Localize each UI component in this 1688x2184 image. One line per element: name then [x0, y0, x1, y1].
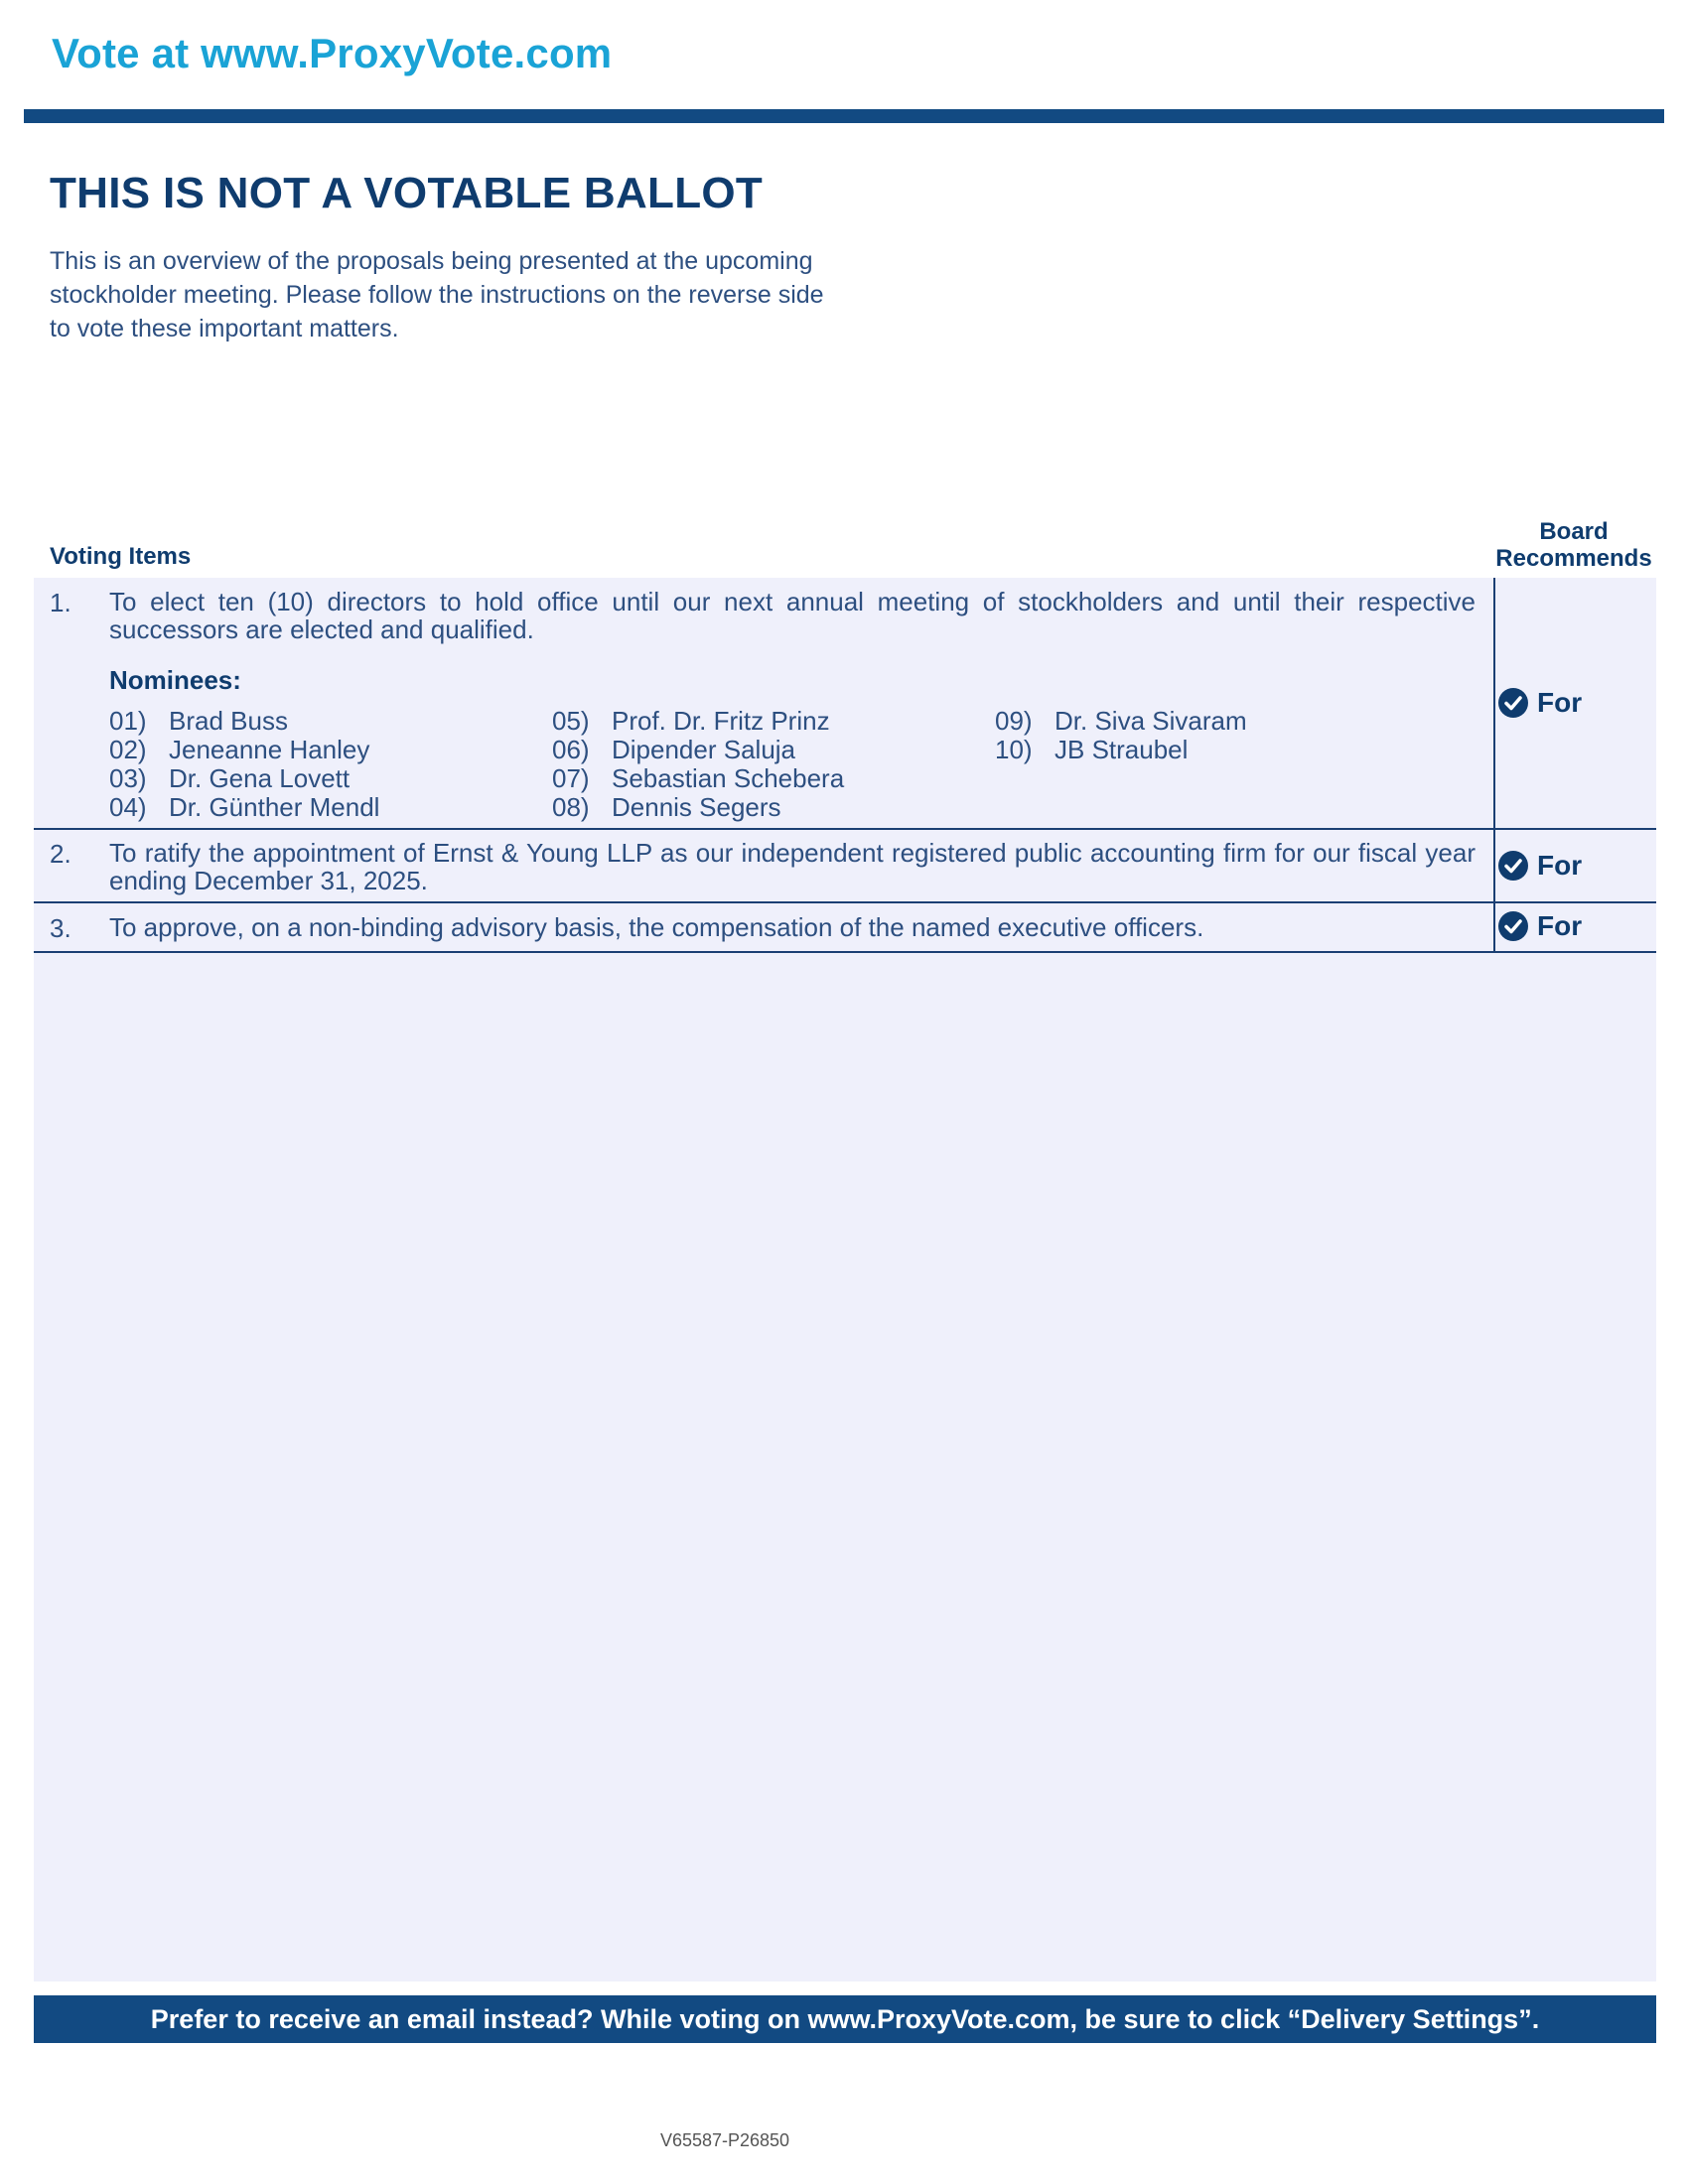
- item-1-text: To elect ten (10) directors to hold office until our next annual meeting of stockholders and until their respective successors are elected and qualified.: [109, 587, 1476, 644]
- item-3-number: 3.: [50, 913, 71, 943]
- nominee-number: 06): [552, 735, 590, 764]
- nominee-number: 04): [109, 792, 147, 822]
- intro-text: This is an overview of the proposals being presented at the upcoming stockholder meeting. Please follow the instructions on the reverse side to vote these important matters.: [50, 247, 824, 342]
- column-divider: [1493, 578, 1495, 953]
- recommendation-for: [1497, 687, 1582, 719]
- nominee: [995, 707, 1247, 735]
- proxyvote-link[interactable]: Vote at www.ProxyVote.com: [52, 30, 613, 76]
- item-2-number: 2.: [50, 839, 71, 869]
- nominee-number: 03): [109, 763, 147, 793]
- nominees-label: Nominees:: [109, 665, 241, 695]
- nominee: [995, 736, 1188, 763]
- row-divider: [34, 901, 1656, 903]
- board-recommends-header: Board Recommends: [1495, 518, 1652, 572]
- recommendation-for: [1497, 910, 1582, 942]
- voting-items-header: Voting Items: [50, 543, 192, 570]
- nominee-number: 07): [552, 763, 590, 793]
- nominee-name: Dr. Gena Lovett: [169, 763, 351, 793]
- nominee-name: Brad Buss: [169, 706, 288, 736]
- recommendation-label: For: [1537, 687, 1583, 718]
- nominee: [109, 793, 379, 821]
- nominee-name: Dr. Siva Sivaram: [1055, 706, 1247, 736]
- item-2-text: To ratify the appointment of Ernst & Young LLP as our independent registered public accounting firm for our fiscal year ending December 31, 2025.: [109, 838, 1476, 895]
- delivery-settings-banner: Prefer to receive an email instead? While voting on www.ProxyVote.com, be sure to click “Delivery Settings”.: [34, 1995, 1656, 2043]
- nominee: [552, 764, 844, 792]
- recommendation-for: [1497, 850, 1582, 882]
- row-divider: [34, 951, 1656, 953]
- nominee: [552, 793, 781, 821]
- nominee-name: Sebastian Schebera: [612, 763, 845, 793]
- nominee: [552, 736, 795, 763]
- recommendation-label: For: [1537, 910, 1583, 941]
- nominee-name: Dennis Segers: [612, 792, 781, 822]
- check-circle-icon: [1497, 910, 1529, 942]
- nominee-number: 01): [109, 706, 147, 736]
- nominee-number: 05): [552, 706, 590, 736]
- nominee-number: 02): [109, 735, 147, 764]
- nominee: [109, 764, 350, 792]
- nominee-number: 10): [995, 735, 1033, 764]
- item-3-text: To approve, on a non-binding advisory basis, the compensation of the named executive officers.: [109, 912, 1204, 942]
- check-circle-icon: [1497, 850, 1529, 882]
- nominee-name: Prof. Dr. Fritz Prinz: [612, 706, 830, 736]
- check-circle-icon: [1497, 687, 1529, 719]
- nominee: [109, 707, 288, 735]
- nominee: [109, 736, 369, 763]
- recommendation-label: For: [1537, 850, 1583, 881]
- job-code: V65587-P26850: [659, 2130, 790, 2150]
- nominee-name: JB Straubel: [1055, 735, 1189, 764]
- nominee-number: 09): [995, 706, 1033, 736]
- nominee-name: Dr. Günther Mendl: [169, 792, 380, 822]
- item-1-number: 1.: [50, 588, 71, 617]
- header-rule: [24, 109, 1664, 123]
- page-title: THIS IS NOT A VOTABLE BALLOT: [50, 169, 764, 217]
- nominee-name: Dipender Saluja: [612, 735, 796, 764]
- nominee-number: 08): [552, 792, 590, 822]
- nominee: [552, 707, 830, 735]
- row-divider: [34, 828, 1656, 830]
- nominee-name: Jeneanne Hanley: [169, 735, 370, 764]
